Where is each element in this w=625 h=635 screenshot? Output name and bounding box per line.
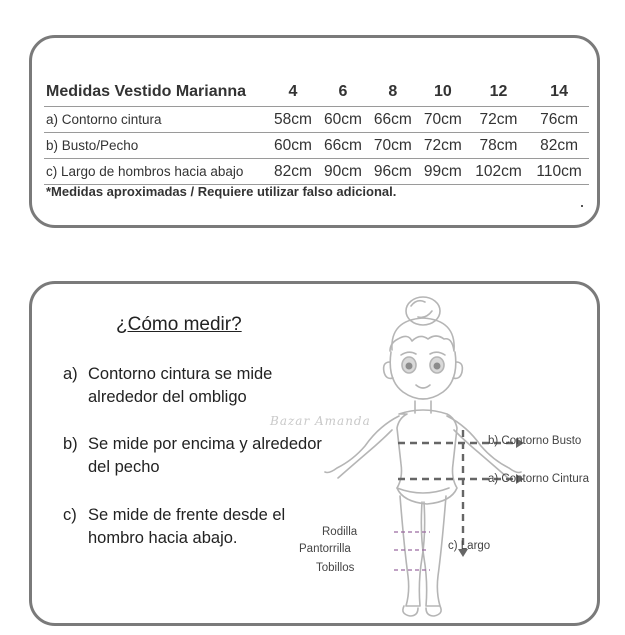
row-label: b) Busto/Pecho — [44, 133, 268, 159]
size-header: 12 — [468, 76, 529, 107]
size-header: 4 — [268, 76, 318, 107]
stray-dot — [581, 205, 583, 207]
table-header-row — [44, 76, 589, 107]
row-label: c) Largo de hombros hacia abajo — [44, 159, 268, 185]
step-letter: b) — [63, 435, 78, 453]
table-cell: 72cm — [418, 133, 468, 159]
measurement-note: *Medidas aproximadas / Requiere utilizar falso adicional. — [46, 184, 397, 199]
table-cell: 99cm — [418, 159, 468, 185]
how-to-title: ¿Cómo medir? — [116, 314, 242, 335]
step-text: Se mide de frente desde el hombro hacia abajo. — [88, 506, 286, 547]
table-title: Medidas Vestido Marianna — [44, 76, 268, 107]
table-cell: 96cm — [368, 159, 418, 185]
table-cell: 78cm — [468, 133, 529, 159]
table-cell: 90cm — [318, 159, 368, 185]
label-rodilla: Rodilla — [322, 526, 358, 538]
row-label: a) Contorno cintura — [44, 107, 268, 133]
table-cell: 66cm — [368, 107, 418, 133]
label-pantorrilla: Pantorrilla — [299, 543, 351, 555]
label-largo: c) Largo — [448, 540, 491, 552]
label-contorno-cintura: a) Contorno Cintura — [488, 473, 589, 485]
step-letter: c) — [63, 506, 77, 524]
size-header: 6 — [318, 76, 368, 107]
table-cell: 82cm — [529, 133, 589, 159]
size-table — [44, 76, 589, 185]
how-to-measure-card — [29, 281, 600, 626]
table-cell: 70cm — [368, 133, 418, 159]
step-text: Se mide por encima y alrededor del pecho — [88, 435, 322, 476]
table-cell: 70cm — [418, 107, 468, 133]
watermark: Bazar Amanda — [270, 414, 371, 428]
table-cell: 110cm — [529, 159, 589, 185]
table-cell: 72cm — [468, 107, 529, 133]
table-row — [44, 159, 589, 185]
table-cell: 60cm — [318, 107, 368, 133]
step-letter: a) — [63, 365, 78, 383]
step-text: Contorno cintura se mide alrededor del ombligo — [88, 365, 273, 406]
size-header: 14 — [529, 76, 589, 107]
table-cell: 58cm — [268, 107, 318, 133]
size-chart-card — [29, 35, 600, 228]
table-cell: 102cm — [468, 159, 529, 185]
table-cell: 66cm — [318, 133, 368, 159]
table-cell: 60cm — [268, 133, 318, 159]
table-row — [44, 133, 589, 159]
label-tobillos: Tobillos — [316, 562, 355, 574]
label-contorno-busto: b) Contorno Busto — [488, 435, 582, 447]
size-header: 8 — [368, 76, 418, 107]
size-header: 10 — [418, 76, 468, 107]
table-cell: 82cm — [268, 159, 318, 185]
table-cell: 76cm — [529, 107, 589, 133]
table-row — [44, 107, 589, 133]
